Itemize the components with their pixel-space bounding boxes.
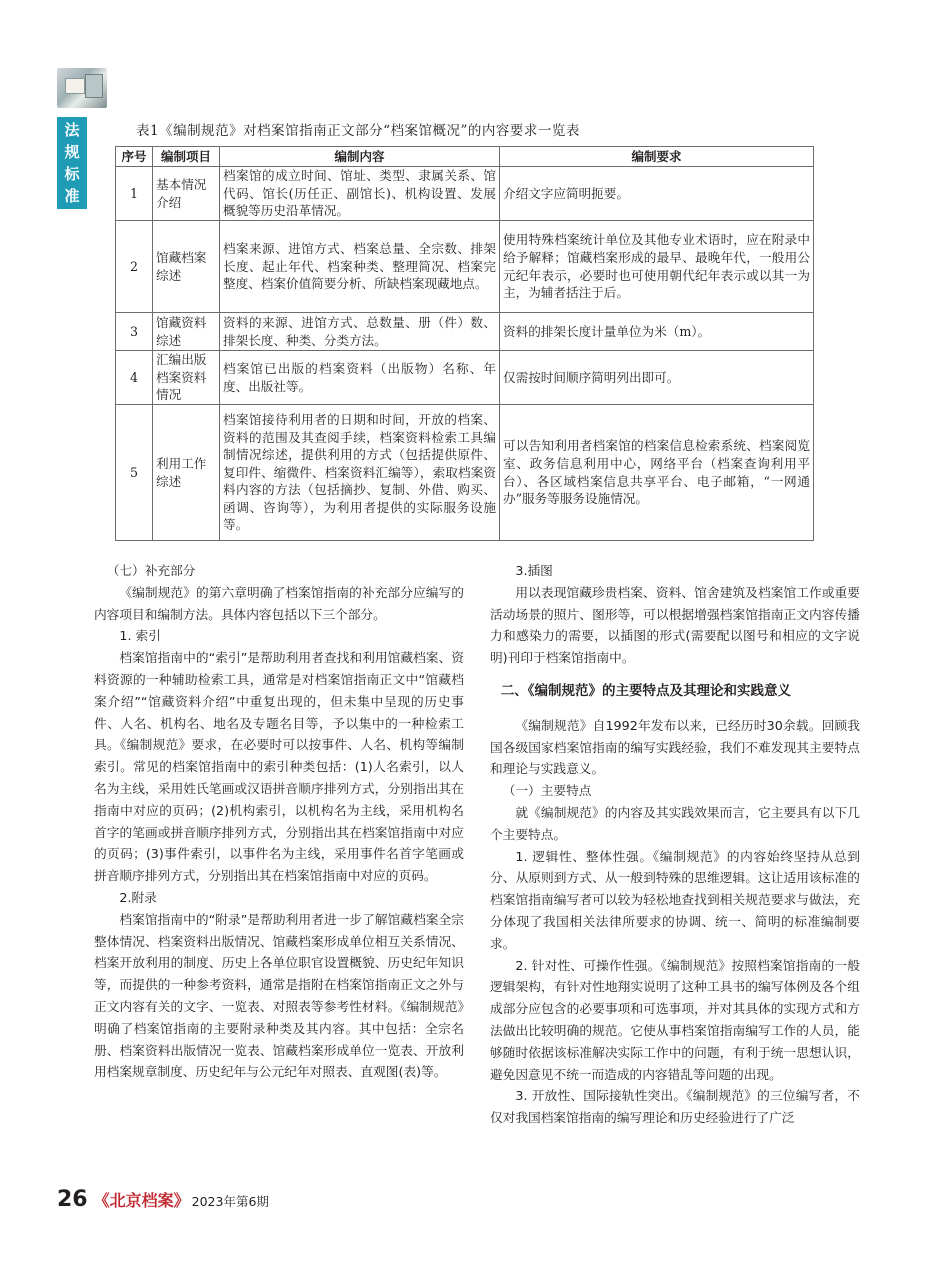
header-num: 序号 — [116, 147, 153, 167]
table-row — [116, 313, 814, 351]
row-num: 2 — [116, 221, 153, 313]
row-num: 3 — [116, 313, 153, 351]
row-requirement: 可以告知利用者档案馆的档案信息检索系统、档案阅览室、政务信息利用中心，网络平台（档案查询利用平台）、各区域档案信息共享平台、电子邮箱，“一网通办”服务等服务设施情况。 — [500, 405, 814, 541]
row-content: 档案来源、进馆方式、档案总量、全宗数、排架长度、起止年代、档案种类、整理简况、档案完整度、档案价值简要分析、所缺档案现藏地点。 — [220, 221, 500, 313]
table-row — [116, 405, 814, 541]
paragraph: 1. 逻辑性、整体性强。《编制规范》的内容始终坚持从总到分、从原则到方式、从一般到特殊的思维逻辑。这让适用该标准的档案馆指南编写者可以较为轻松地查找到相关规范要求与做法，充分体现了我国相关法律所要求的协调、统一、简明的标准编制要求。 — [490, 848, 860, 951]
section-tab-char: 准 — [64, 187, 80, 205]
paragraph: 档案馆指南中的“索引”是帮助利用者查找和利用馆藏档案、资料资源的一种辅助检索工具，通常是对档案馆指南正文中“馆藏档案介绍”“馆藏资料介绍”中重复出现的，但未集中呈现的历史事件、人名、机构名、地名及专题名目等，予以集中的一种检索工具。《编制规范》要求，在必要时可以按事件、人名、机构等编制索引。常见的档案馆指南中的索引种类包括：(1)人名索引，以人名为主线，采用姓氏笔画或汉语拼音顺序排列方式，分别指出其在指南中对应的页码；(2)机构索引，以机构名为主线，采用机构名首字的笔画或拼音顺序排列方式，分别指出其在档案馆指南中对应的页码；(3)事件索引，以事件名为主线，采用事件名首字笔画或拼音顺序排列方式，分别指出其在档案馆指南中对应的页码。 — [94, 650, 464, 884]
paragraph: 3.插图 — [515, 563, 553, 578]
section-tab-char: 规 — [64, 143, 80, 161]
paragraph: 用以表现馆藏珍贵档案、资料、馆舍建筑及档案馆工作或重要活动场景的照片、图形等，可以根据增强档案馆指南正文内容传播力和感染力的需要，以插图的形式(需要配以图号和相应的文字说明)刊印于档案馆指南中。 — [490, 584, 860, 666]
table-row — [116, 167, 814, 221]
paragraph: 档案馆指南中的“附录”是帮助利用者进一步了解馆藏档案全宗整体情况、档案资料出版情况、馆藏档案形成单位相互关系情况、档案开放利用的制度、历史上各单位职官设置概貌、历史纪年知识等，而提供的一种参考资料，通常是指附在档案馆指南正文之外与正文内容有关的文字、一览表、对照表等参考性材料。《编制规范》明确了档案馆指南的主要附录种类及其内容。其中包括：全宗名册、档案资料出版情况一览表、馆藏档案形成单位一览表、开放利用档案规章制度、历史纪年与公元纪年对照表、直观图(表)等。 — [94, 911, 464, 1080]
row-num: 1 — [116, 167, 153, 221]
section-tab-char: 标 — [64, 165, 80, 183]
requirements-table — [115, 146, 814, 541]
paragraph: 《编制规范》的第六章明确了档案馆指南的补充部分应编写的内容项目和编制方法。具体内容包括以下三个部分。 — [94, 584, 464, 622]
header-item: 编制项目 — [153, 147, 220, 167]
paragraph: 1. 索引 — [119, 628, 161, 644]
row-item: 馆藏资料综述 — [153, 313, 220, 351]
photo-document — [65, 78, 85, 94]
page-footer — [57, 1187, 269, 1215]
header-content: 编制内容 — [220, 147, 500, 167]
left-column — [94, 560, 464, 1083]
section-tab — [57, 117, 87, 209]
row-content: 档案馆的成立时间、馆址、类型、隶属关系、馆代码、馆长(历任正、副馆长)、机构设置、发展概貌等历史沿革情况。 — [220, 167, 500, 221]
table-caption: 表1《编制规范》对档案馆指南正文部分“档案馆概况”的内容要求一览表 — [136, 123, 580, 139]
row-requirement: 介绍文字应简明扼要。 — [500, 167, 814, 221]
photo-object — [85, 74, 103, 98]
paragraph: 2.附录 — [119, 889, 157, 905]
row-content: 档案馆已出版的档案资料（出版物）名称、年度、出版社等。 — [220, 351, 500, 405]
row-requirement: 仅需按时间顺序简明列出即可。 — [500, 351, 814, 405]
magazine-name: 《北京档案》 — [93, 1191, 190, 1210]
table-header-row — [116, 147, 814, 167]
row-item: 汇编出版档案资料情况 — [153, 351, 220, 405]
row-num: 4 — [116, 351, 153, 405]
section-heading: 二、《编制规范》的主要特点及其理论和实践意义 — [500, 682, 792, 699]
row-item: 馆藏档案综述 — [153, 221, 220, 313]
paragraph: （七）补充部分 — [106, 563, 196, 578]
row-item: 利用工作综述 — [153, 405, 220, 541]
row-content: 资料的来源、进馆方式、总数量、册（件）数、排架长度、种类、分类方法。 — [220, 313, 500, 351]
row-item: 基本情况介绍 — [153, 167, 220, 221]
row-requirement: 资料的排架长度计量单位为米（m）。 — [500, 313, 814, 351]
header-photo — [57, 68, 107, 108]
paragraph: 3. 开放性、国际接轨性突出。《编制规范》的三位编写者，不仅对我国档案馆指南的编写理论和历史经验进行了广泛 — [490, 1088, 860, 1126]
table-row — [116, 351, 814, 405]
issue-label: 2023年第6期 — [191, 1194, 269, 1209]
right-column — [490, 560, 860, 1129]
section-tab-char: 法 — [64, 121, 80, 139]
paragraph: 2. 针对性、可操作性强。《编制规范》按照档案馆指南的一般逻辑架构，有针对性地翔实说明了这种工具书的编写体例及各个组成部分应包含的必要事项和可选事项，并对其具体的实现方式和方法做出比较明确的规范。它使从事档案馆指南编写工作的人员，能够随时依据该标准解决实际工作中的问题，有利于统一思想认识，避免因意见不统一而造成的内容错乱等问题的出现。 — [490, 957, 860, 1082]
paragraph: 就《编制规范》的内容及其实践效果而言，它主要具有以下几个主要特点。 — [490, 804, 860, 842]
table-row — [116, 221, 814, 313]
paragraph: （一）主要特点 — [502, 783, 592, 799]
header-requirement: 编制要求 — [500, 147, 814, 167]
row-content: 档案馆接待利用者的日期和时间，开放的档案、资料的范围及其查阅手续，档案资料检索工具编制情况综述，提供利用的方式（包括提供原件、复印件、缩微件、档案资料汇编等），索取档案资料内容的方法（包括摘抄、复制、外借、购买、函调、咨询等），为利用者提供的实际服务设施等。 — [220, 405, 500, 541]
paragraph: 《编制规范》自1992年发布以来，已经历时30余载。回顾我国各级国家档案馆指南的编写实践经验，我们不难发现其主要特点和理论与实践意义。 — [490, 717, 860, 777]
page-number: 26 — [57, 1187, 88, 1212]
row-num: 5 — [116, 405, 153, 541]
row-requirement: 使用特殊档案统计单位及其他专业术语时，应在附录中给予解释；馆藏档案形成的最早、最晚年代，一般用公元纪年表示，必要时也可使用朝代纪年表示或以其一为主，为辅者括注于后。 — [500, 221, 814, 313]
